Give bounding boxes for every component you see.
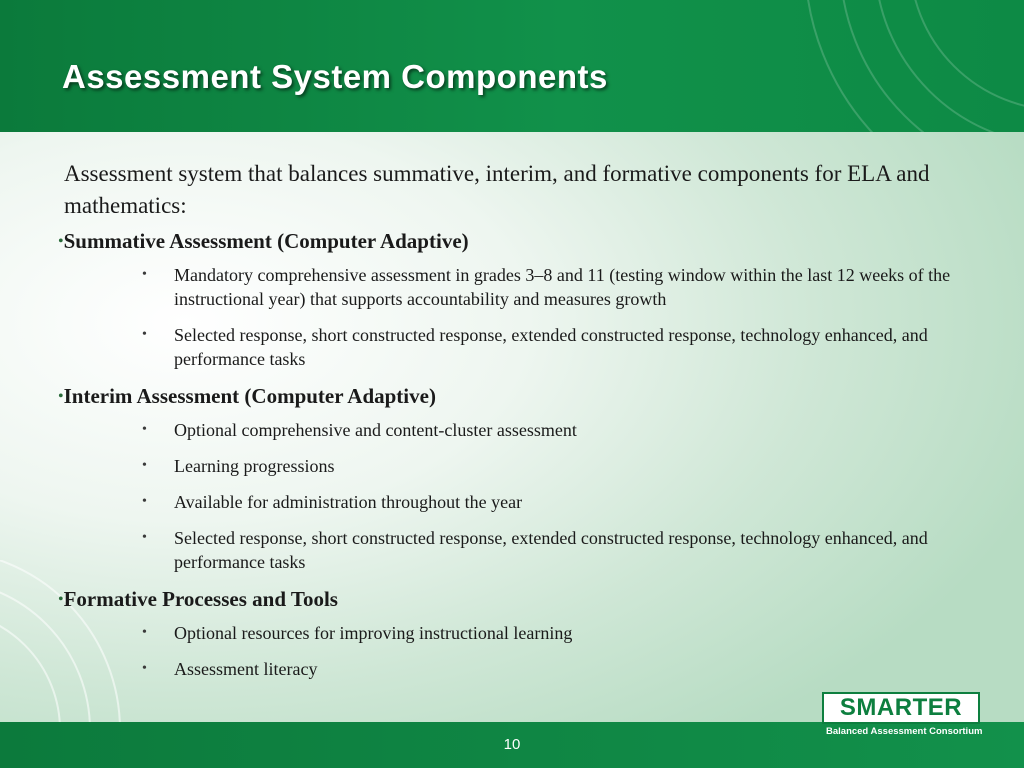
bullet-icon: • [142,530,147,545]
list-item [64,526,984,574]
list-item [64,621,984,645]
list-item [64,263,984,311]
list-item-text: Mandatory comprehensive assessment in grades 3–8 and 11 (testing window within the last 12 weeks of the instructional year) that supports accountability and measures growth [174,265,951,309]
list-item-text: Selected response, short constructed response, extended constructed response, technology enhanced, and performance tasks [174,325,928,369]
bullet-icon: • [142,422,147,437]
slide-title: Assessment System Components [62,58,608,95]
section-heading-text: Summative Assessment (Computer Adaptive) [63,229,469,253]
page-number: 10 [503,736,521,753]
bullet-icon: • [142,458,147,473]
list-item [64,323,984,371]
bullet-icon: • [142,267,147,282]
bullet-icon: • [58,233,64,250]
section-heading [58,228,994,255]
section-interim [58,383,994,574]
bullet-icon: • [142,494,147,509]
list-item-text: Learning progressions [174,456,335,476]
list-item [64,490,984,514]
list-item-text: Optional resources for improving instructional learning [174,623,573,643]
section-heading-text: Formative Processes and Tools [63,587,338,611]
section-heading-text: Interim Assessment (Computer Adaptive) [63,384,436,408]
bullet-icon: • [58,388,64,405]
title-bar [0,0,1024,132]
list-item-text: Assessment literacy [174,659,318,679]
list-item [64,454,984,478]
slide-body [58,158,994,693]
intro-text: Assessment system that balances summative, interim, and formative components for ELA and mathematics: [64,161,930,218]
bullet-list [64,263,994,371]
section-summative [58,228,994,371]
bullet-icon: • [142,661,147,676]
bullet-list [64,621,994,681]
list-item-text: Available for administration throughout the year [174,492,523,512]
list-item-text: Selected response, short constructed response, extended constructed response, technology enhanced, and performance tasks [174,528,928,572]
section-heading [58,586,994,613]
bullet-icon: • [142,327,147,342]
logo-tagline: Balanced Assessment Consortium [826,726,983,737]
section-heading [58,383,994,410]
bullet-icon: • [58,591,64,608]
list-item [64,418,984,442]
bullet-icon: • [142,625,147,640]
smarter-balanced-logo [822,692,982,742]
bullet-list [64,418,994,574]
logo-wordmark: SMARTER [822,692,980,724]
list-item [64,657,984,681]
list-item-text: Optional comprehensive and content-cluster assessment [174,420,577,440]
section-formative [58,586,994,681]
